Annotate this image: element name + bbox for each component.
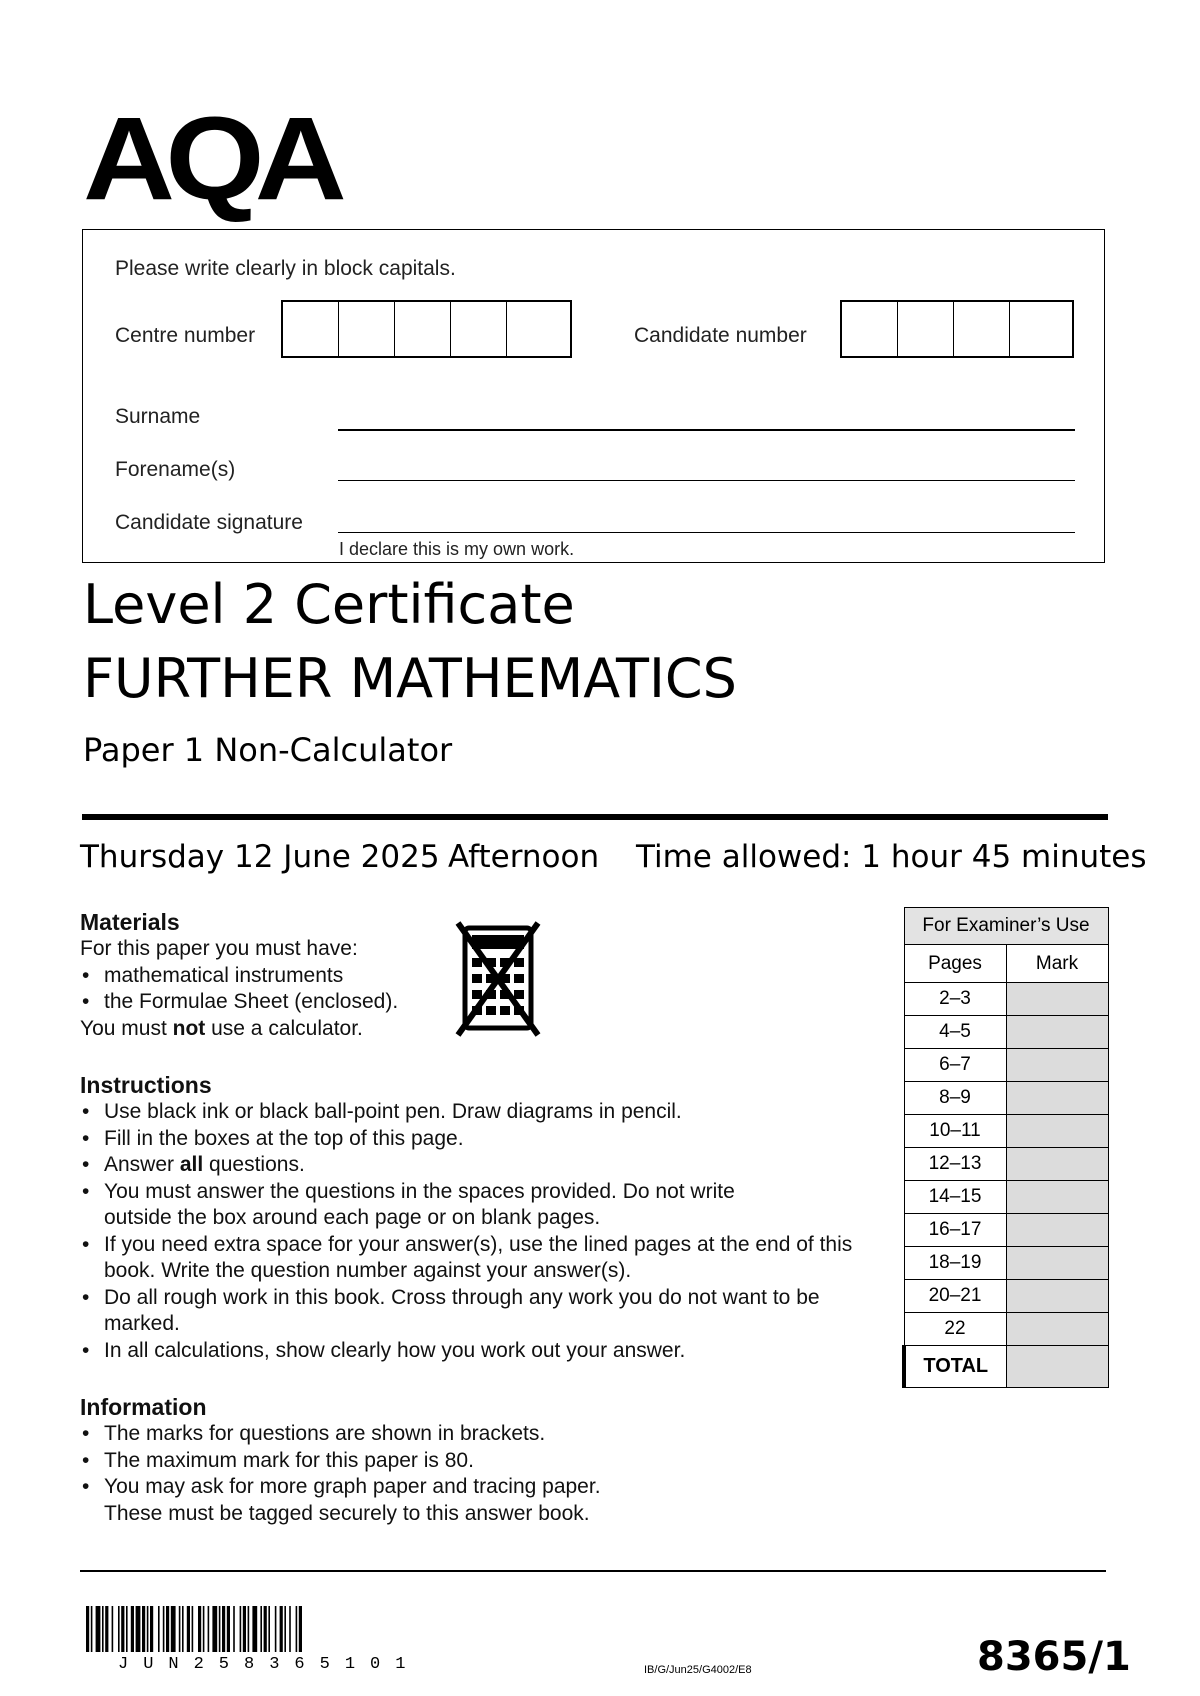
subject-title: FURTHER MATHEMATICS (83, 647, 737, 710)
information-item: • You may ask for more graph paper and tracing paper. These must be tagged securely to this answer book. (80, 1474, 660, 1527)
pages-cell: 12–13 (904, 1148, 1006, 1181)
instruction-item: • Answer all questions. (80, 1152, 870, 1179)
pages-cell: 8–9 (904, 1082, 1006, 1115)
barcode-bar (126, 1606, 128, 1652)
mark-cell[interactable] (1006, 983, 1108, 1016)
block-capitals-instruction: Please write clearly in block capitals. (115, 257, 456, 280)
barcode-bar (222, 1606, 225, 1652)
digit-box[interactable] (395, 302, 451, 356)
exam-date: Thursday 12 June 2025 (80, 839, 440, 875)
instruction-item: • Fill in the boxes at the top of this page. (80, 1126, 870, 1153)
pages-cell: 4–5 (904, 1016, 1006, 1049)
barcode-bar (171, 1606, 176, 1652)
digit-box[interactable] (283, 302, 339, 356)
barcode-bar (96, 1606, 101, 1652)
digit-box[interactable] (898, 302, 954, 356)
barcode-bar (131, 1606, 134, 1652)
signature-label: Candidate signature (115, 511, 303, 534)
barcode-bar (105, 1606, 108, 1652)
barcode-bar (299, 1606, 302, 1652)
barcode-bar (275, 1606, 277, 1652)
information-heading: Information (80, 1394, 207, 1420)
barcode-bar (158, 1606, 160, 1652)
materials-intro: For this paper you must have: (80, 937, 358, 960)
barcode-bar (118, 1606, 120, 1652)
mark-cell[interactable] (1006, 1181, 1108, 1214)
barcode-bar (284, 1606, 286, 1652)
barcode-bar (187, 1606, 190, 1652)
pages-cell: 2–3 (904, 983, 1006, 1016)
mark-cell[interactable] (1006, 1049, 1108, 1082)
reference-code: IB/G/Jun25/G4002/E8 (644, 1664, 752, 1676)
candidate-number-label: Candidate number (634, 324, 807, 347)
barcode-bar (142, 1606, 145, 1652)
pages-cell: 18–19 (904, 1247, 1006, 1280)
barcode-bar (203, 1606, 205, 1652)
pages-cell: 14–15 (904, 1181, 1006, 1214)
instruction-item: • Use black ink or black ball-point pen. Draw diagrams in pencil. (80, 1099, 870, 1126)
surname-label: Surname (115, 405, 201, 428)
materials-item: • the Formulae Sheet (enclosed). (80, 989, 460, 1016)
mark-cell[interactable] (1006, 1313, 1108, 1346)
mark-cell[interactable] (1006, 1280, 1108, 1313)
mark-column-header: Mark (1006, 945, 1108, 983)
barcode (86, 1606, 474, 1652)
mark-cell[interactable] (1006, 1214, 1108, 1247)
centre-number-boxes[interactable] (281, 300, 572, 358)
mark-cell[interactable] (1006, 1115, 1108, 1148)
instruction-item: • If you need extra space for your answer(s), use the lined pages at the end of this book. Write the question number against your answer(s). (80, 1232, 894, 1285)
barcode-bar (136, 1606, 141, 1652)
total-label: TOTAL (904, 1346, 1006, 1388)
declaration-text: I declare this is my own work. (339, 539, 575, 559)
barcode-bar (182, 1606, 184, 1652)
barcode-bar (208, 1606, 210, 1652)
centre-number-label: Centre number (115, 324, 256, 347)
barcode-bar (219, 1606, 221, 1652)
barcode-bar (240, 1606, 242, 1652)
information-section (80, 1393, 660, 1527)
barcode-bar (252, 1606, 257, 1652)
time-allowed: Time allowed: 1 hour 45 minutes (636, 839, 1147, 875)
pages-cell: 10–11 (904, 1115, 1006, 1148)
barcode-bar (150, 1606, 153, 1652)
surname-line[interactable] (338, 429, 1075, 431)
barcode-bar (212, 1606, 217, 1652)
barcode-bar (198, 1606, 201, 1652)
signature-line[interactable] (338, 532, 1075, 533)
barcode-bar (163, 1606, 165, 1652)
examiner-table-heading: For Examiner’s Use (904, 908, 1108, 945)
instructions-heading: Instructions (80, 1072, 212, 1098)
pages-column-header: Pages (904, 945, 1006, 983)
barcode-bar (233, 1606, 235, 1652)
no-calculator-icon (455, 920, 541, 1038)
digit-box[interactable] (451, 302, 507, 356)
barcode-bar (280, 1606, 283, 1652)
barcode-bar (260, 1606, 262, 1652)
calculator-rule: You must not use a calculator. (80, 1016, 363, 1040)
candidate-number-boxes[interactable] (840, 300, 1074, 358)
barcode-bar (248, 1606, 250, 1652)
instructions-section (80, 1071, 870, 1364)
mark-cell[interactable] (1006, 1082, 1108, 1115)
paper-code: 8365/1 (977, 1634, 1131, 1680)
digit-box[interactable] (954, 302, 1010, 356)
paper-title: Paper 1 Non-Calculator (83, 731, 453, 769)
information-item: • The maximum mark for this paper is 80. (80, 1448, 660, 1475)
qualification-level: Level 2 Certificate (83, 573, 575, 636)
mark-cell[interactable] (1006, 1247, 1108, 1280)
forenames-line[interactable] (338, 480, 1075, 481)
barcode-bar (243, 1606, 246, 1652)
footer-divider (80, 1570, 1106, 1572)
digit-box[interactable] (507, 302, 563, 356)
information-item: • The marks for questions are shown in brackets. (80, 1421, 660, 1448)
examiner-use-table (902, 907, 1109, 1388)
digit-box[interactable] (842, 302, 898, 356)
barcode-bar (264, 1606, 267, 1652)
barcode-number: JUN258365101 (118, 1655, 421, 1674)
pages-cell: 22 (904, 1313, 1006, 1346)
barcode-bar (112, 1606, 114, 1652)
materials-item: • mathematical instruments (80, 963, 460, 990)
barcode-bar (121, 1606, 124, 1652)
title-divider (82, 814, 1108, 820)
mark-cell[interactable] (1006, 1016, 1108, 1049)
barcode-bar (227, 1606, 230, 1652)
barcode-bar (86, 1606, 89, 1652)
pages-cell: 6–7 (904, 1049, 1006, 1082)
barcode-bar (179, 1606, 181, 1652)
aqa-logo: AQA (83, 93, 338, 225)
mark-cell[interactable] (1006, 1148, 1108, 1181)
barcode-bar (268, 1606, 270, 1652)
exam-session: Afternoon (448, 839, 600, 875)
barcode-bar (192, 1606, 194, 1652)
barcode-bar (166, 1606, 169, 1652)
barcode-bar (289, 1606, 291, 1652)
total-mark-cell[interactable] (1006, 1346, 1108, 1388)
instruction-item: • Do all rough work in this book. Cross through any work you do not want to be marked. (80, 1285, 844, 1338)
pages-cell: 20–21 (904, 1280, 1006, 1313)
barcode-bar (91, 1606, 93, 1652)
forenames-label: Forename(s) (115, 458, 236, 481)
pages-cell: 16–17 (904, 1214, 1006, 1247)
digit-box[interactable] (339, 302, 395, 356)
materials-heading: Materials (80, 909, 180, 935)
barcode-bar (102, 1606, 104, 1652)
digit-box[interactable] (1010, 302, 1066, 356)
instruction-item: • In all calculations, show clearly how you work out your answer. (80, 1338, 870, 1365)
materials-section (80, 908, 460, 1042)
instruction-item: • You must answer the questions in the spaces provided. Do not write outside the box around each page or on blank pages. (80, 1179, 794, 1232)
barcode-bar (296, 1606, 298, 1652)
barcode-bar (147, 1606, 149, 1652)
